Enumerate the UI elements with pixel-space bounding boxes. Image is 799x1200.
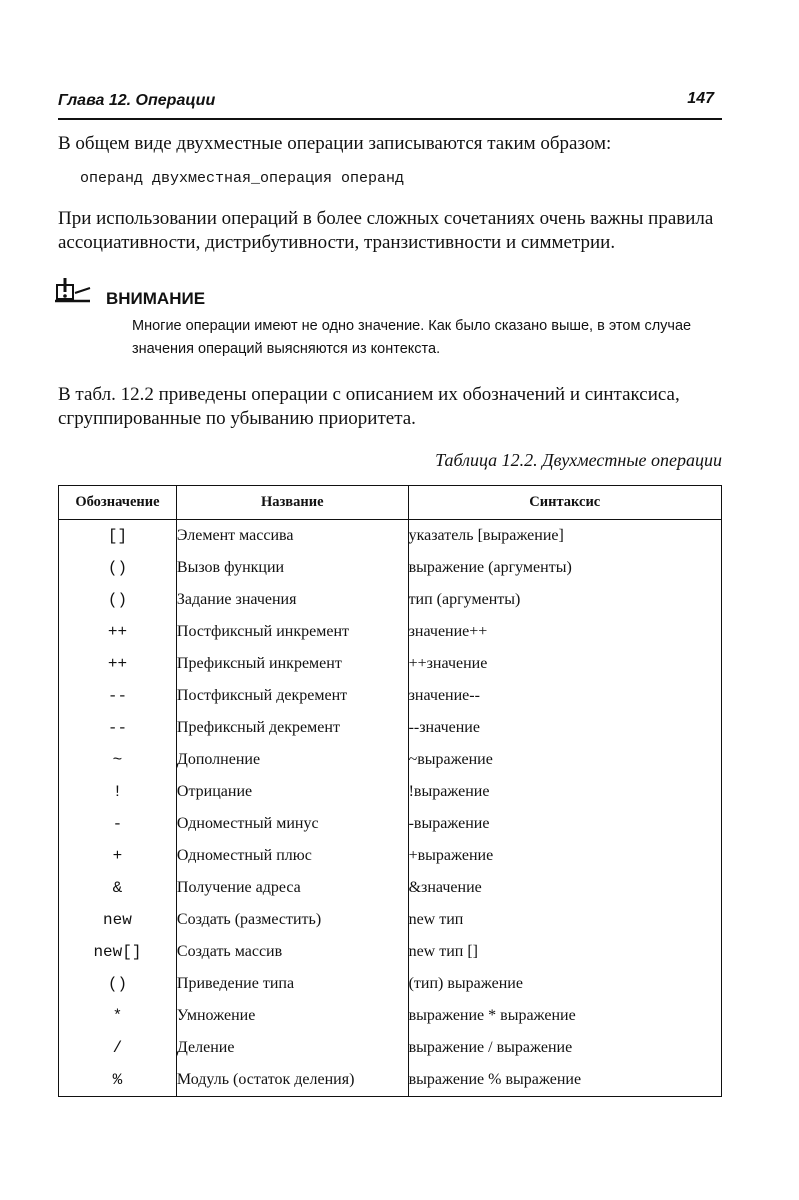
operator-symbol: -- [59, 712, 177, 744]
operations-table [58, 485, 722, 1097]
operator-symbol: * [59, 1000, 177, 1032]
operator-syntax: указатель [выражение] [408, 520, 721, 553]
operator-symbol: () [59, 584, 177, 616]
table-row [59, 968, 722, 1000]
operator-symbol: [] [59, 520, 177, 553]
table-row [59, 936, 722, 968]
operator-syntax: &значение [408, 872, 721, 904]
operator-name: Постфиксный инкремент [176, 616, 408, 648]
table-row [59, 584, 722, 616]
operator-syntax: выражение * выражение [408, 1000, 721, 1032]
operator-symbol: new [59, 904, 177, 936]
note-text: Многие операции имеют не одно значение. Как было сказано выше, в этом случае значения операций выясняются из контекста. [132, 318, 692, 357]
table-row [59, 648, 722, 680]
table-row [59, 904, 722, 936]
table-row [59, 1000, 722, 1032]
operator-symbol: & [59, 872, 177, 904]
note-title: ВНИМАНИЕ [106, 289, 206, 308]
header-name: Название [176, 486, 408, 520]
table-row [59, 680, 722, 712]
operator-symbol: new[] [59, 936, 177, 968]
operator-symbol: + [59, 840, 177, 872]
operator-syntax: тип (аргументы) [408, 584, 721, 616]
operator-name: Отрицание [176, 776, 408, 808]
header-syntax: Синтаксис [408, 486, 721, 520]
operator-symbol: ! [59, 776, 177, 808]
operator-name: Создать (разместить) [176, 904, 408, 936]
rules-paragraph: При использовании операций в более сложных сочетаниях очень важны правила ассоциативности, дистрибутивности, транзистивности и симметрии. [58, 208, 714, 253]
operator-name: Приведение типа [176, 968, 408, 1000]
operator-syntax: (тип) выражение [408, 968, 721, 1000]
operator-name: Дополнение [176, 744, 408, 776]
operator-symbol: ~ [59, 744, 177, 776]
table-row [59, 808, 722, 840]
operator-syntax: new тип [] [408, 936, 721, 968]
operator-syntax: ++значение [408, 648, 721, 680]
operator-name: Модуль (остаток деления) [176, 1064, 408, 1097]
table-row [59, 872, 722, 904]
operator-name: Префиксный декремент [176, 712, 408, 744]
operator-symbol: -- [59, 680, 177, 712]
operator-symbol: - [59, 808, 177, 840]
code-line: операнд двухместная_операция операнд [80, 170, 405, 187]
operator-name: Элемент массива [176, 520, 408, 553]
table-row [59, 840, 722, 872]
operator-symbol: ++ [59, 648, 177, 680]
operator-symbol: / [59, 1032, 177, 1064]
operator-name: Задание значения [176, 584, 408, 616]
table-row [59, 1064, 722, 1097]
table-ref-paragraph: В табл. 12.2 приведены операции с описанием их обозначений и синтаксиса, сгруппированные по убыванию приоритета. [58, 384, 680, 429]
operator-name: Префиксный инкремент [176, 648, 408, 680]
operator-syntax: --значение [408, 712, 721, 744]
table-row [59, 712, 722, 744]
operator-name: Вызов функции [176, 552, 408, 584]
operator-symbol: % [59, 1064, 177, 1097]
table-header-row [59, 486, 722, 520]
operator-name: Создать массив [176, 936, 408, 968]
operator-symbol: () [59, 552, 177, 584]
operator-name: Получение адреса [176, 872, 408, 904]
operator-syntax: new тип [408, 904, 721, 936]
table-row [59, 552, 722, 584]
operator-syntax: выражение % выражение [408, 1064, 721, 1097]
attention-hand-icon [54, 276, 94, 306]
header-symbol: Обозначение [59, 486, 177, 520]
operator-name: Одноместный минус [176, 808, 408, 840]
operator-syntax: -выражение [408, 808, 721, 840]
operator-name: Деление [176, 1032, 408, 1064]
operator-syntax: значение++ [408, 616, 721, 648]
page-number: 147 [687, 90, 714, 107]
operator-syntax: !выражение [408, 776, 721, 808]
page-header [58, 88, 722, 122]
table-row [59, 1032, 722, 1064]
table-row [59, 776, 722, 808]
operator-syntax: +выражение [408, 840, 721, 872]
operator-syntax: значение-- [408, 680, 721, 712]
operator-syntax: выражение (аргументы) [408, 552, 721, 584]
table-row [59, 744, 722, 776]
operator-name: Одноместный плюс [176, 840, 408, 872]
operator-name: Умножение [176, 1000, 408, 1032]
table-row [59, 616, 722, 648]
operator-name: Постфиксный декремент [176, 680, 408, 712]
header-rule [58, 118, 722, 120]
table-row [59, 520, 722, 553]
operator-symbol: () [59, 968, 177, 1000]
intro-paragraph: В общем виде двухместные операции записываются таким образом: [58, 133, 612, 154]
table-caption: Таблица 12.2. Двухместные операции [435, 450, 722, 470]
operator-symbol: ++ [59, 616, 177, 648]
operator-syntax: выражение / выражение [408, 1032, 721, 1064]
operator-syntax: ~выражение [408, 744, 721, 776]
chapter-title: Глава 12. Операции [58, 92, 216, 109]
